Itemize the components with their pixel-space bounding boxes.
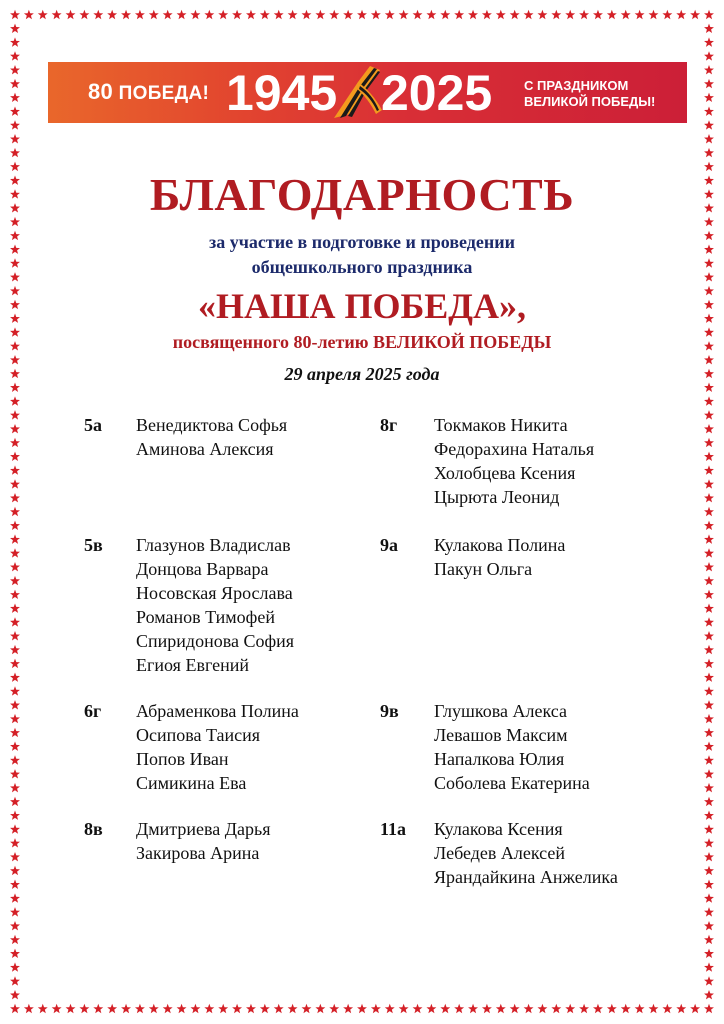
border-star-icon xyxy=(121,1004,131,1013)
border-star-icon xyxy=(274,10,284,19)
border-star-icon xyxy=(315,1004,325,1013)
border-star-icon xyxy=(635,10,645,19)
student-name: Венедиктова Софья xyxy=(136,415,288,435)
student-name: Соболева Екатерина xyxy=(434,773,590,793)
border-star-icon xyxy=(704,452,714,461)
border-star-icon xyxy=(371,1004,381,1013)
border-star-icon xyxy=(190,10,200,19)
border-star-icon xyxy=(52,10,62,19)
border-star-icon xyxy=(704,935,714,944)
border-star-icon xyxy=(10,548,20,557)
border-star-icon xyxy=(704,949,714,958)
border-star-icon xyxy=(10,562,20,571)
border-star-icon xyxy=(260,10,270,19)
border-star-icon xyxy=(218,10,228,19)
border-star-icon xyxy=(704,134,714,143)
border-star-icon xyxy=(704,631,714,640)
border-star-icon xyxy=(704,907,714,916)
border-star-icon xyxy=(38,10,48,19)
border-star-icon xyxy=(440,1004,450,1013)
border-star-icon xyxy=(704,37,714,46)
border-star-icon xyxy=(93,1004,103,1013)
border-star-icon xyxy=(579,10,589,19)
student-name: Романов Тимофей xyxy=(136,607,275,627)
border-star-icon xyxy=(246,10,256,19)
border-star-icon xyxy=(93,10,103,19)
border-star-icon xyxy=(704,921,714,930)
student-name: Носовская Ярослава xyxy=(136,583,293,603)
border-star-icon xyxy=(704,824,714,833)
festival-name: «НАША ПОБЕДА», xyxy=(197,286,527,326)
border-star-icon xyxy=(385,10,395,19)
border-star-icon xyxy=(10,893,20,902)
border-star-icon xyxy=(204,1004,214,1013)
border-star-icon xyxy=(38,1004,48,1013)
event-date: 29 апреля 2025 года xyxy=(284,364,440,384)
border-star-icon xyxy=(482,10,492,19)
border-star-icon xyxy=(704,811,714,820)
border-star-icon xyxy=(135,1004,145,1013)
border-star-icon xyxy=(704,852,714,861)
border-star-icon xyxy=(704,396,714,405)
border-star-icon xyxy=(10,852,20,861)
border-star-icon xyxy=(10,424,20,433)
border-star-icon xyxy=(52,1004,62,1013)
border-star-icon xyxy=(190,1004,200,1013)
border-star-icon xyxy=(10,148,20,157)
student-name: Дмитриева Дарья xyxy=(136,819,271,839)
border-star-icon xyxy=(10,37,20,46)
border-star-icon xyxy=(66,10,76,19)
border-star-icon xyxy=(454,1004,464,1013)
border-star-icon xyxy=(704,534,714,543)
border-star-icon xyxy=(10,866,20,875)
border-star-icon xyxy=(10,907,20,916)
class-label: 11а xyxy=(380,819,407,839)
border-star-icon xyxy=(149,10,159,19)
border-star-icon xyxy=(607,10,617,19)
border-star-icon xyxy=(329,1004,339,1013)
banner-victory-text: ПОБЕДА! xyxy=(118,83,210,104)
border-star-icon xyxy=(10,355,20,364)
border-star-icon xyxy=(399,1004,409,1013)
border-star-icon xyxy=(524,10,534,19)
border-star-icon xyxy=(10,797,20,806)
student-list xyxy=(136,817,271,865)
border-star-icon xyxy=(524,1004,534,1013)
border-star-icon xyxy=(10,935,20,944)
border-star-icon xyxy=(149,1004,159,1013)
border-star-icon xyxy=(537,1004,547,1013)
banner-year-end: 2025 xyxy=(381,65,493,121)
border-star-icon xyxy=(10,452,20,461)
border-star-icon xyxy=(177,10,187,19)
border-star-icon xyxy=(10,741,20,750)
border-star-icon xyxy=(315,10,325,19)
border-star-icon xyxy=(704,741,714,750)
border-star-icon xyxy=(704,1004,714,1013)
border-star-icon xyxy=(704,65,714,74)
border-star-icon xyxy=(10,1004,20,1013)
student-name: Попов Иван xyxy=(136,749,229,769)
banner-holiday-greeting xyxy=(524,78,655,110)
student-name: Глазунов Владислав xyxy=(136,535,291,555)
border-star-icon xyxy=(413,1004,423,1013)
border-star-icon xyxy=(704,410,714,419)
student-name: Левашов Максим xyxy=(434,725,568,745)
border-star-icon xyxy=(302,1004,312,1013)
border-star-icon xyxy=(232,10,242,19)
border-star-icon xyxy=(10,700,20,709)
border-star-icon xyxy=(204,10,214,19)
student-list xyxy=(136,699,299,795)
border-star-icon xyxy=(10,824,20,833)
border-star-icon xyxy=(704,838,714,847)
student-list xyxy=(136,533,294,677)
border-star-icon xyxy=(704,120,714,129)
student-name: Кулакова Полина xyxy=(434,535,566,555)
border-star-icon xyxy=(357,1004,367,1013)
border-star-icon xyxy=(10,590,20,599)
border-star-icon xyxy=(649,1004,659,1013)
student-list xyxy=(434,699,590,795)
border-star-icon xyxy=(621,1004,631,1013)
border-star-icon xyxy=(704,962,714,971)
border-star-icon xyxy=(704,10,714,19)
border-star-icon xyxy=(232,1004,242,1013)
border-star-icon xyxy=(121,10,131,19)
border-star-icon xyxy=(10,51,20,60)
border-star-icon xyxy=(10,645,20,654)
border-star-icon xyxy=(704,769,714,778)
class-label: 6г xyxy=(84,701,102,721)
border-star-icon xyxy=(10,120,20,129)
border-star-icon xyxy=(66,1004,76,1013)
border-star-icon xyxy=(704,659,714,668)
class-label: 8в xyxy=(84,819,103,839)
border-star-icon xyxy=(135,10,145,19)
border-star-icon xyxy=(704,617,714,626)
border-star-icon xyxy=(246,1004,256,1013)
border-star-icon xyxy=(704,24,714,33)
border-star-icon xyxy=(649,10,659,19)
student-name: Ярандайкина Анжелика xyxy=(434,867,618,887)
border-star-icon xyxy=(621,10,631,19)
border-star-icon xyxy=(218,1004,228,1013)
border-star-icon xyxy=(10,534,20,543)
border-star-icon xyxy=(10,106,20,115)
border-star-icon xyxy=(704,548,714,557)
student-name: Аминова Алексия xyxy=(136,439,274,459)
border-star-icon xyxy=(704,686,714,695)
border-star-icon xyxy=(10,949,20,958)
border-star-icon xyxy=(10,921,20,930)
border-star-icon xyxy=(10,617,20,626)
border-star-icon xyxy=(10,396,20,405)
border-star-icon xyxy=(704,562,714,571)
border-star-icon xyxy=(288,1004,298,1013)
subtitle-line1: за участие в подготовке и проведении xyxy=(208,232,516,252)
border-star-icon xyxy=(10,493,20,502)
border-star-icon xyxy=(662,1004,672,1013)
border-star-icon xyxy=(10,728,20,737)
border-star-icon xyxy=(704,783,714,792)
student-name: Лебедев Алексей xyxy=(434,843,565,863)
border-star-icon xyxy=(565,10,575,19)
border-star-icon xyxy=(704,521,714,530)
student-list xyxy=(434,413,594,509)
class-label: 5в xyxy=(84,535,103,555)
border-star-icon xyxy=(288,10,298,19)
border-star-icon xyxy=(177,1004,187,1013)
student-name: Егиоя Евгений xyxy=(136,655,249,675)
border-star-icon xyxy=(704,797,714,806)
border-star-icon xyxy=(10,24,20,33)
class-label: 5а xyxy=(84,415,102,435)
border-star-icon xyxy=(704,51,714,60)
student-list xyxy=(434,533,565,581)
student-name: Холобцева Ксения xyxy=(434,463,576,483)
border-star-icon xyxy=(704,714,714,723)
border-star-icon xyxy=(163,1004,173,1013)
border-star-icon xyxy=(704,976,714,985)
border-star-icon xyxy=(10,976,20,985)
border-star-icon xyxy=(593,1004,603,1013)
class-label: 8г xyxy=(380,415,398,435)
border-star-icon xyxy=(496,1004,506,1013)
border-star-icon xyxy=(10,507,20,516)
border-star-icon xyxy=(593,10,603,19)
border-star-icon xyxy=(10,65,20,74)
border-star-icon xyxy=(690,10,700,19)
border-star-icon xyxy=(10,686,20,695)
border-star-icon xyxy=(704,355,714,364)
st-george-ribbon-icon xyxy=(328,62,388,123)
border-star-icon xyxy=(704,728,714,737)
border-star-icon xyxy=(24,1004,34,1013)
border-star-icon xyxy=(274,1004,284,1013)
student-name: Симикина Ева xyxy=(136,773,247,793)
border-star-icon xyxy=(704,603,714,612)
border-star-icon xyxy=(10,79,20,88)
border-star-icon xyxy=(704,479,714,488)
border-star-icon xyxy=(10,811,20,820)
border-star-icon xyxy=(426,10,436,19)
student-name: Донцова Варвара xyxy=(136,559,269,579)
border-star-icon xyxy=(10,410,20,419)
victory-banner xyxy=(48,62,687,123)
border-star-icon xyxy=(357,10,367,19)
border-star-icon xyxy=(704,672,714,681)
border-star-icon xyxy=(690,1004,700,1013)
border-star-icon xyxy=(399,10,409,19)
student-list xyxy=(136,413,287,461)
student-name: Осипова Таисия xyxy=(136,725,261,745)
border-star-icon xyxy=(704,700,714,709)
class-label: 9в xyxy=(380,701,399,721)
border-star-icon xyxy=(10,134,20,143)
border-star-icon xyxy=(10,93,20,102)
border-star-icon xyxy=(468,10,478,19)
border-star-icon xyxy=(607,1004,617,1013)
border-star-icon xyxy=(79,1004,89,1013)
border-star-icon xyxy=(10,521,20,530)
border-star-icon xyxy=(107,1004,117,1013)
border-star-icon xyxy=(10,838,20,847)
border-star-icon xyxy=(676,10,686,19)
border-star-icon xyxy=(565,1004,575,1013)
border-star-icon xyxy=(704,493,714,502)
student-name: Спиридонова София xyxy=(136,631,295,651)
student-list xyxy=(434,817,618,889)
border-star-icon xyxy=(537,10,547,19)
student-name: Напалкова Юлия xyxy=(434,749,565,769)
border-star-icon xyxy=(704,93,714,102)
border-star-icon xyxy=(343,1004,353,1013)
border-star-icon xyxy=(10,465,20,474)
banner-greeting-line2: ВЕЛИКОЙ ПОБЕДЫ! xyxy=(524,94,656,109)
banner-victory-label xyxy=(88,79,209,105)
student-name: Глушкова Алекса xyxy=(434,701,567,721)
border-star-icon xyxy=(704,424,714,433)
student-name: Кулакова Ксения xyxy=(434,819,563,839)
border-star-icon xyxy=(704,893,714,902)
border-star-icon xyxy=(10,880,20,889)
border-star-icon xyxy=(510,10,520,19)
border-star-icon xyxy=(704,866,714,875)
border-star-icon xyxy=(704,590,714,599)
border-star-icon xyxy=(10,576,20,585)
border-star-icon xyxy=(704,645,714,654)
border-star-icon xyxy=(704,438,714,447)
subtitle-line2: общешкольного праздника xyxy=(251,257,473,277)
border-star-icon xyxy=(163,10,173,19)
border-star-icon xyxy=(260,1004,270,1013)
border-star-icon xyxy=(440,10,450,19)
border-star-icon xyxy=(10,990,20,999)
document-title: БЛАГОДАРНОСТЬ xyxy=(149,169,575,220)
border-star-icon xyxy=(704,148,714,157)
border-star-icon xyxy=(329,10,339,19)
border-star-icon xyxy=(482,1004,492,1013)
border-star-icon xyxy=(704,990,714,999)
border-star-icon xyxy=(704,507,714,516)
border-star-icon xyxy=(10,672,20,681)
border-star-icon xyxy=(704,106,714,115)
border-star-icon xyxy=(10,755,20,764)
student-name: Абраменкова Полина xyxy=(136,701,299,721)
border-star-icon xyxy=(496,10,506,19)
border-star-icon xyxy=(704,465,714,474)
border-star-icon xyxy=(302,10,312,19)
border-star-icon xyxy=(704,755,714,764)
border-star-icon xyxy=(676,1004,686,1013)
border-star-icon xyxy=(10,659,20,668)
border-star-icon xyxy=(10,769,20,778)
border-star-icon xyxy=(343,10,353,19)
border-star-icon xyxy=(704,880,714,889)
student-name: Пакун Ольга xyxy=(434,559,533,579)
student-name: Закирова Арина xyxy=(136,843,260,863)
border-star-icon xyxy=(10,603,20,612)
banner-anniversary-number: 80 xyxy=(88,79,114,104)
border-star-icon xyxy=(635,1004,645,1013)
border-star-icon xyxy=(468,1004,478,1013)
border-star-icon xyxy=(371,10,381,19)
border-star-icon xyxy=(426,1004,436,1013)
class-label: 9а xyxy=(380,535,398,555)
border-star-icon xyxy=(10,631,20,640)
document-subtitle xyxy=(0,230,724,280)
border-star-icon xyxy=(704,79,714,88)
border-star-icon xyxy=(551,1004,561,1013)
border-star-icon xyxy=(10,714,20,723)
border-star-icon xyxy=(510,1004,520,1013)
border-star-icon xyxy=(454,10,464,19)
border-star-icon xyxy=(24,10,34,19)
border-star-icon xyxy=(579,1004,589,1013)
banner-greeting-line1: С ПРАЗДНИКОМ xyxy=(524,78,629,93)
banner-year-start: 1945 xyxy=(226,65,338,121)
border-star-icon xyxy=(662,10,672,19)
border-star-icon xyxy=(107,10,117,19)
border-star-icon xyxy=(10,438,20,447)
border-star-icon xyxy=(10,479,20,488)
student-name: Токмаков Никита xyxy=(434,415,568,435)
border-star-icon xyxy=(10,962,20,971)
student-name: Федорахина Наталья xyxy=(434,439,595,459)
border-star-icon xyxy=(79,10,89,19)
dedication-line: посвященного 80-летию ВЕЛИКОЙ ПОБЕДЫ xyxy=(172,332,552,352)
border-star-icon xyxy=(10,783,20,792)
border-star-icon xyxy=(413,10,423,19)
border-star-icon xyxy=(10,10,20,19)
border-star-icon xyxy=(385,1004,395,1013)
border-star-icon xyxy=(551,10,561,19)
border-star-icon xyxy=(704,576,714,585)
student-name: Цырюта Леонид xyxy=(434,487,560,507)
